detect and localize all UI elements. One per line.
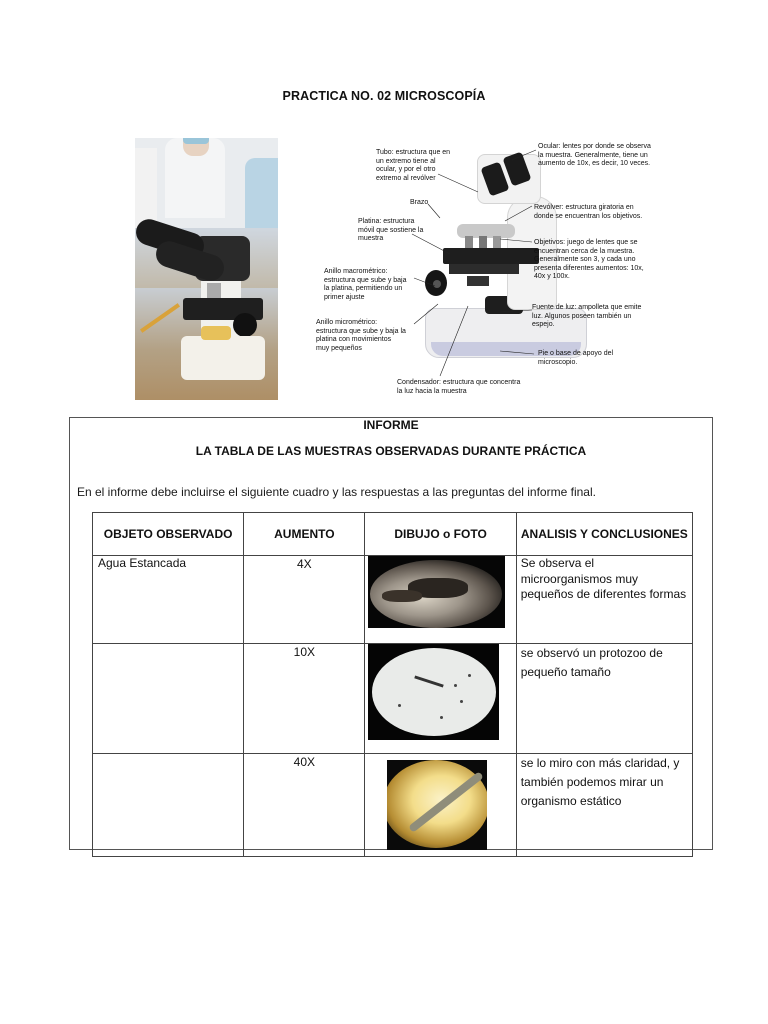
label-revolver: Revólver: estructura giratoria en donde se encuentran los objetivos. xyxy=(534,204,643,220)
microscope-diagram xyxy=(316,136,660,400)
micrograph-10x-image xyxy=(368,644,499,740)
table-row xyxy=(93,754,693,857)
col-header-analisis: ANALISIS Y CONCLUSIONES xyxy=(516,513,692,556)
lab-microscope-photo xyxy=(135,138,278,400)
cell-objeto xyxy=(93,754,244,857)
micrograph-40x-image xyxy=(387,760,487,850)
label-pie: Pie o base de apoyo del microscopio. xyxy=(538,350,614,366)
cell-analisis: se observó un protozoo de pequeño tamaño xyxy=(516,644,692,754)
observations-table xyxy=(92,512,693,857)
col-header-objeto: OBJETO OBSERVADO xyxy=(93,513,244,556)
col-header-aumento: AUMENTO xyxy=(244,513,365,556)
label-brazo: Brazo xyxy=(410,199,429,206)
cell-objeto: Agua Estancada xyxy=(93,556,244,644)
table-row xyxy=(93,556,693,644)
label-fuente-de-luz: Fuente de luz: ampolleta que emite luz. Algunos poseen también un espejo. xyxy=(532,304,642,329)
cell-aumento: 40X xyxy=(244,754,365,857)
label-tubo: Tubo: estructura que en un extremo tiene al ocular, y por el otro extremo al revólver xyxy=(376,149,451,182)
report-subheading: LA TABLA DE LAS MUESTRAS OBSERVADAS DURANTE PRÁCTICA xyxy=(195,444,587,458)
table-header-row xyxy=(93,513,693,556)
cell-aumento: 10X xyxy=(244,644,365,754)
cell-objeto xyxy=(93,644,244,754)
col-header-dibujo: DIBUJO o FOTO xyxy=(365,513,516,556)
report-box xyxy=(69,417,713,850)
cell-foto xyxy=(365,644,516,754)
label-platina: Platina: estructura móvil que sostiene la muestra xyxy=(358,218,424,243)
page-title: PRACTICA NO. 02 MICROSCOPÍA xyxy=(282,89,486,103)
cell-analisis: Se observa el microorganismos muy pequeños de diferentes formas xyxy=(516,556,692,644)
label-ocular: Ocular: lentes por donde se observa la muestra. Generalmente, tiene un aumento de 10x, es decir, 10 veces. xyxy=(538,143,651,168)
cell-foto xyxy=(365,556,516,644)
report-heading: INFORME xyxy=(363,418,419,432)
label-anillo-macrometrico: Anillo macrométrico: estructura que sube y baja la platina, permitiendo un primer ajuste xyxy=(324,268,407,301)
label-anillo-micrometrico: Anillo micrométrico: estructura que sube y baja la platina con movimientos muy pequeños xyxy=(316,319,406,352)
cell-aumento: 4X xyxy=(244,556,365,644)
cell-analisis: se lo miro con más claridad, y también podemos mirar un organismo estático xyxy=(516,754,692,857)
micrograph-4x-image xyxy=(368,556,505,628)
table-row xyxy=(93,644,693,754)
label-condensador: Condensador: estructura que concentra la luz hacia la muestra xyxy=(397,379,521,395)
cell-foto xyxy=(365,754,516,857)
report-intro: En el informe debe incluirse el siguiente cuadro y las respuestas a las preguntas del informe final. xyxy=(77,485,596,499)
label-objetivos: Objetivos: juego de lentes que se encuentran cerca de la muestra. Generalmente son 3, y cada uno presenta diferentes aumentos: 10x, 40x y 100x. xyxy=(534,239,644,281)
